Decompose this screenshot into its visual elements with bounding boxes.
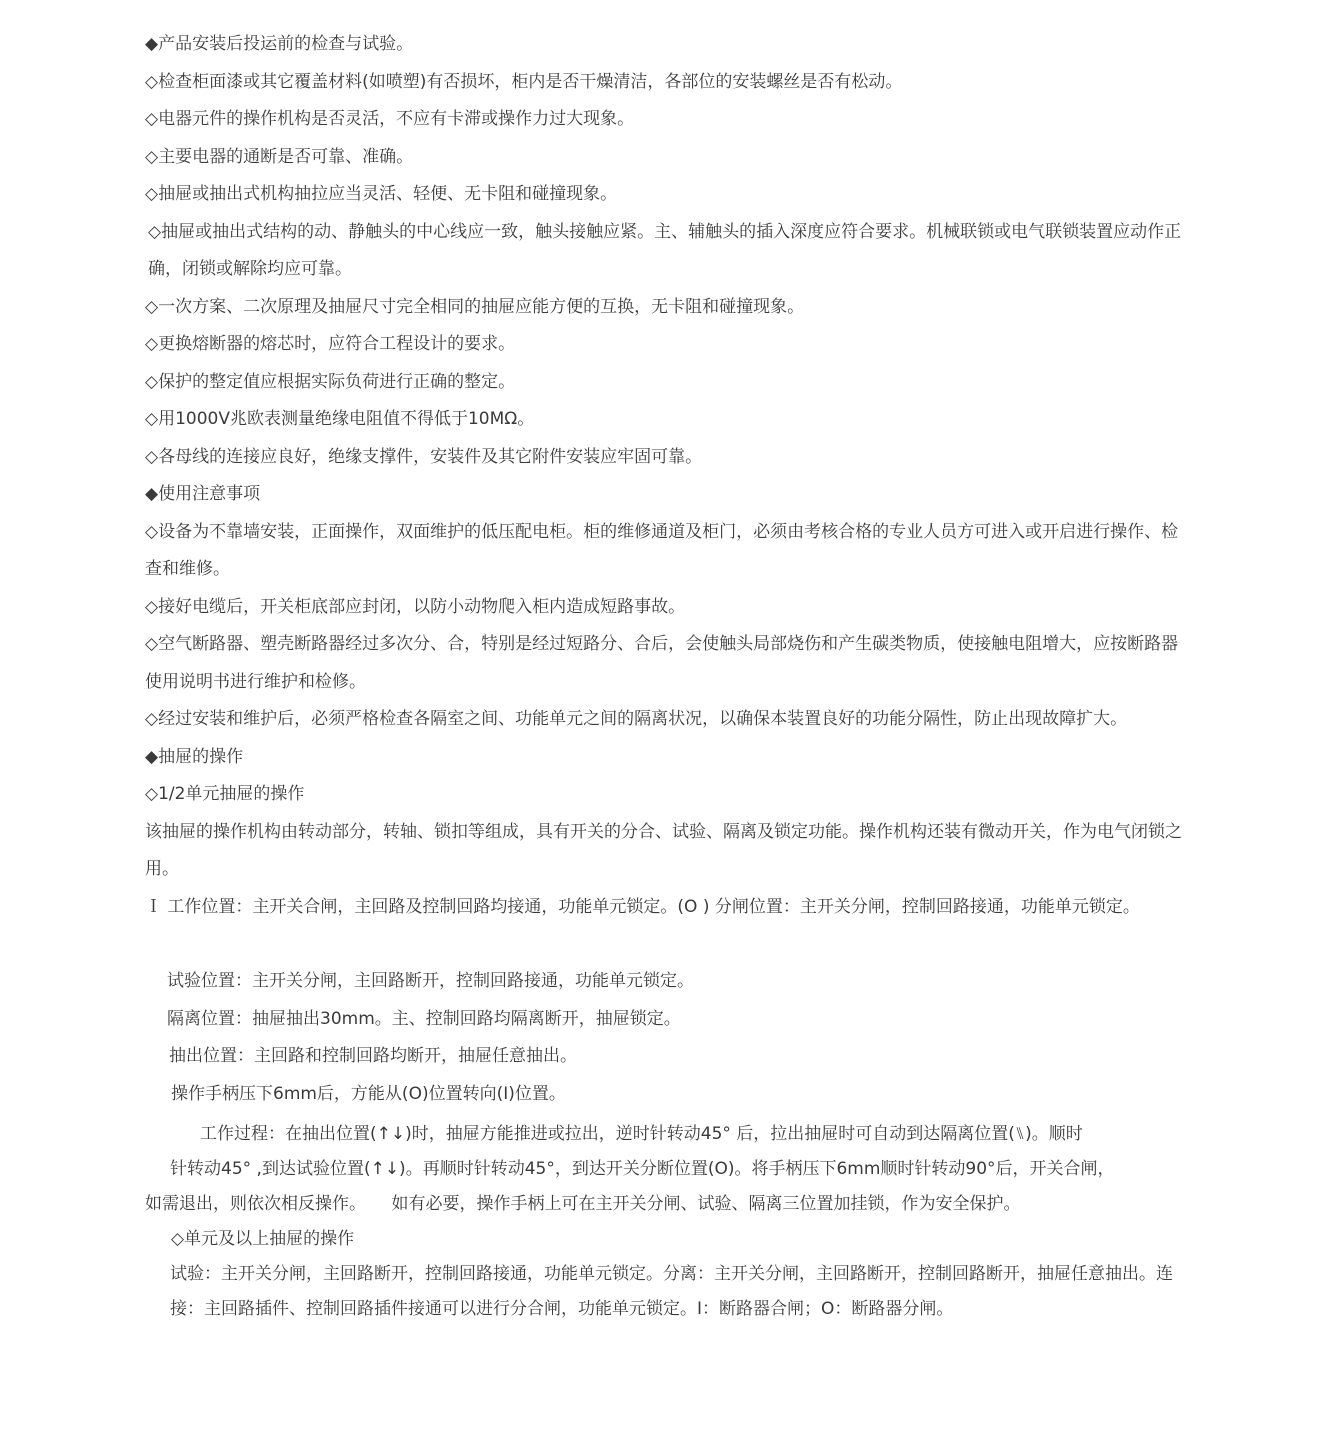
paragraph-multi-unit: 试验：主开关分闸，主回路断开，控制回路接通，功能单元锁定。分离：主开关分闸，主回路断开，控制回路断开，抽屉任意抽出。连接：主回路插件、控制回路插件接通可以进行分合闸，功能单元锁定。I：断路器合闸；O：断路器分闸。: [170, 1264, 1173, 1319]
section-heading-usage: ◆使用注意事项: [145, 484, 261, 504]
position-handle-note: 操作手柄压下6mm后，方能从(O)位置转向(I)位置。: [171, 1083, 566, 1104]
paragraph: ◇电器元件的操作机构是否灵活，不应有卡滞或操作力过大现象。: [145, 109, 635, 129]
paragraph: ◇空气断路器、塑壳断路器经过多次分、合，特别是经过短路分、合后，会使触头局部烧伤和产生碳类物质，使接触电阻增大，应按断路器使用说明书进行维护和检修。: [145, 634, 1179, 692]
paragraph: ◇接好电缆后，开关柜底部应封闭，以防小动物爬入柜内造成短路事故。: [145, 596, 686, 617]
paragraph: ◇抽屉或抽出式机构抽拉应当灵活、轻便、无卡阻和碰撞现象。: [145, 184, 618, 204]
section-heading-inspection: ◆产品安装后投运前的检查与试验。: [145, 34, 414, 54]
paragraph: ◇检查柜面漆或其它覆盖材料(如喷塑)有否损坏，柜内是否干燥清洁，各部位的安装螺丝是否有松动。: [145, 71, 903, 92]
paragraph: ◇保护的整定值应根据实际负荷进行正确的整定。: [145, 371, 516, 392]
sub-heading-half-unit: ◇1/2单元抽屉的操作: [145, 784, 305, 804]
paragraph: 该抽屉的操作机构由转动部分，转轴、锁扣等组成，具有开关的分合、试验、隔离及锁定功能。操作机构还装有微动开关，作为电气闭锁之用。: [145, 821, 1182, 879]
paragraph: ◇抽屉或抽出式结构的动、静触头的中心线应一致，触头接触应紧。主、辅触头的插入深度应符合要求。机械联锁或电气联锁装置应动作正确，闭锁或解除均应可靠。: [148, 221, 1182, 279]
position-isolate: 隔离位置：抽屉抽出30mm。主、控制回路均隔离断开，抽屉锁定。: [167, 1008, 681, 1029]
paragraph: ◇各母线的连接应良好，绝缘支撑件，安装件及其它附件安装应牢固可靠。: [145, 446, 703, 467]
paragraph: ◇一次方案、二次原理及抽屉尺寸完全相同的抽屉应能方便的互换，无卡阻和碰撞现象。: [145, 296, 805, 317]
document-body: [145, 26, 1190, 1327]
process-line-1: 工作过程：在抽出位置(↑↓)时，抽屉方能推进或拉出，逆时针转动45° 后，拉出抽屉时可自动到达隔离位置(⑊)。顺时: [200, 1124, 1083, 1144]
paragraph-working-position: Ｉ 工作位置：主开关合闸，主回路及控制回路均接通，功能单元锁定。(O ) 分闸位置：主开关分闸，控制回路接通，功能单元锁定。: [145, 896, 1140, 917]
spacer: [145, 926, 1190, 963]
process-line-3: 如需退出，则依次相反操作。 如有必要，操作手柄上可在主开关分闸、试验、隔离三位置加挂锁，作为安全保护。: [145, 1194, 1021, 1214]
section-heading-drawer: ◆抽屉的操作: [145, 746, 244, 767]
paragraph: ◇用1000V兆欧表测量绝缘电阻值不得低于10MΩ。: [145, 409, 535, 429]
paragraph: ◇经过安装和维护后，必须严格检查各隔室之间、功能单元之间的隔离状况，以确保本装置良好的功能分隔性，防止出现故障扩大。: [145, 709, 1128, 729]
paragraph: ◇更换熔断器的熔芯时，应符合工程设计的要求。: [145, 334, 516, 354]
sub-heading-multi-unit: ◇单元及以上抽屉的操作: [171, 1229, 355, 1249]
process-line-2: 针转动45° ,到达试验位置(↑↓)。再顺时针转动45°，到达开关分断位置(O)。将手柄压下6mm顺时针转动90°后，开关合闸，: [170, 1159, 1115, 1179]
paragraph: ◇主要电器的通断是否可靠、准确。: [145, 146, 414, 167]
paragraph: ◇设备为不靠墙安装，正面操作，双面维护的低压配电柜。柜的维修通道及柜门，必须由考核合格的专业人员方可进入或开启进行操作、检查和维修。: [145, 521, 1179, 579]
position-withdraw: 抽出位置：主回路和控制回路均断开，抽屉任意抽出。: [169, 1046, 577, 1066]
position-test: 试验位置：主开关分闸，主回路断开，控制回路接通，功能单元锁定。: [167, 971, 694, 991]
